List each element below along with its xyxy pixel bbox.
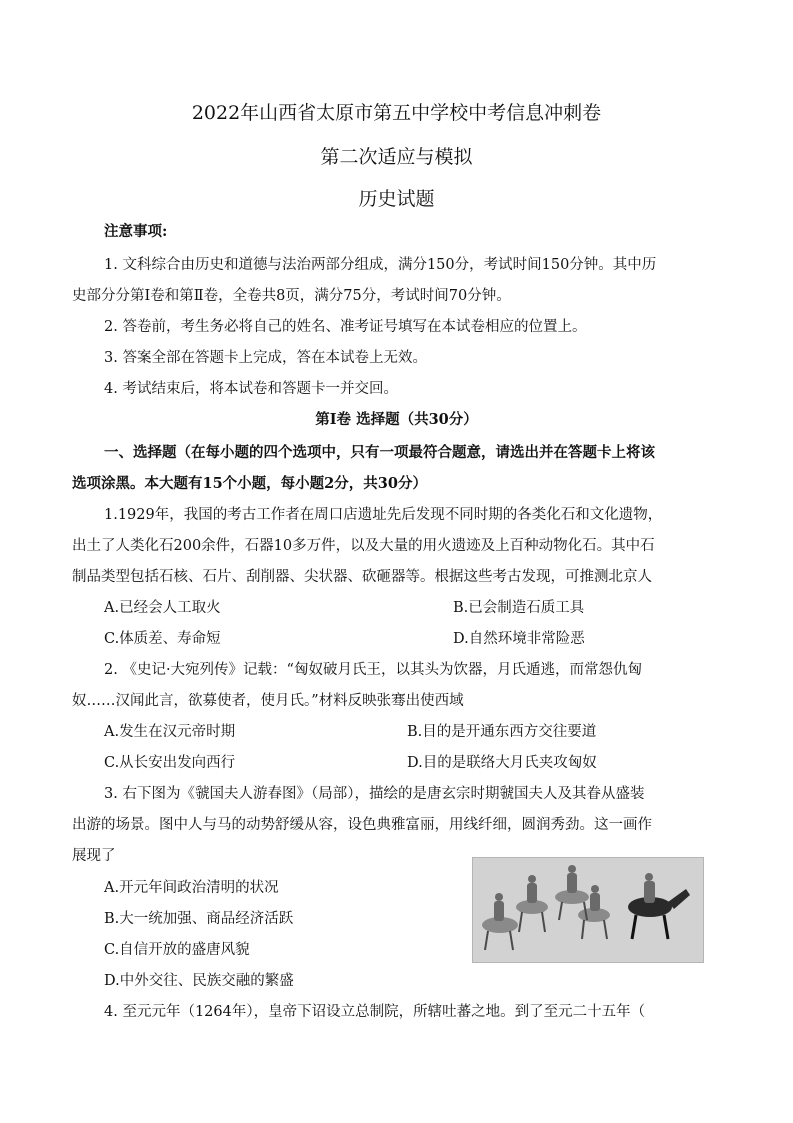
q3-stem-line-2: 出游的场景。图中人与马的动势舒缓从容，设色典雅富丽，用线纤细，圆润秀劲。这一画作 xyxy=(72,817,652,833)
q2-option-b: B.目的是开通东西方交往要道 xyxy=(407,724,597,740)
q3-option-c: C.自信开放的盛唐风貌 xyxy=(104,942,250,958)
q4-stem-line-1: 4. 至元元年（1264年），皇帝下诏设立总制院，所辖吐蕃之地。到了至元二十五年（ xyxy=(104,1004,646,1020)
exam-subtitle: 第二次适应与模拟 xyxy=(320,146,473,168)
painting-illustration xyxy=(472,857,704,963)
notice-item-2: 2. 答卷前，考生务必将自己的姓名、准考证号填写在本试卷相应的位置上。 xyxy=(104,319,587,335)
exam-subject: 历史试题 xyxy=(358,188,435,210)
q3-option-d: D.中外交往、民族交融的繁盛 xyxy=(104,973,294,989)
q3-option-a: A.开元年间政治清明的状况 xyxy=(104,880,279,896)
q1-stem-line-2: 出土了人类化石200余件，石器10多万件，以及大量的用火遗迹及上百种动物化石。其中石 xyxy=(72,538,655,554)
notice-heading: 注意事项: xyxy=(104,223,168,240)
section-instruction-line-1: 一、选择题（在每小题的四个选项中，只有一项最符合题意，请选出并在答题卡上将该 xyxy=(104,444,655,461)
q2-stem-line-2: 奴……汉闻此言，欲募使者，使月氏。”材料反映张骞出使西域 xyxy=(72,693,464,709)
notice-item-3: 3. 答案全部在答题卡上完成，答在本试卷上无效。 xyxy=(104,350,427,366)
q3-stem-line-3: 展现了 xyxy=(72,848,116,864)
q1-stem-line-3: 制品类型包括石核、石片、刮削器、尖状器、砍砸器等。根据这些考古发现，可推测北京人 xyxy=(72,569,652,585)
q1-option-b: B.已会制造石质工具 xyxy=(453,600,585,616)
notice-item-1-line-1: 1. 文科综合由历史和道德与法治两部分组成，满分150分，考试时间150分钟。其中历 xyxy=(104,257,657,273)
notice-item-1-line-2: 史部分分第Ⅰ卷和第Ⅱ卷，全卷共8页，满分75分，考试时间70分钟。 xyxy=(72,288,511,304)
q1-stem-line-1: 1.1929年，我国的考古工作者在周口店遗址先后发现不同时期的各类化石和文化遗物， xyxy=(104,507,663,523)
q3-option-b: B.大一统加强、商品经济活跃 xyxy=(104,911,294,927)
notice-item-4: 4. 考试结束后，将本试卷和答题卡一并交回。 xyxy=(104,381,398,397)
q1-option-a: A.已经会人工取火 xyxy=(104,600,221,616)
q1-option-c: C.体质差、寿命短 xyxy=(104,631,221,647)
q2-option-d: D.目的是联络大月氏夹攻匈奴 xyxy=(407,755,597,771)
section-instruction-line-2: 选项涂黑。本大题有15个小题，每小题2分，共30分） xyxy=(72,475,427,492)
exam-title: 2022年山西省太原市第五中学校中考信息冲刺卷 xyxy=(191,102,602,124)
horse-riders-drawing xyxy=(472,857,704,963)
section-title: 第Ⅰ卷 选择题（共30分） xyxy=(315,411,478,428)
q1-option-d: D.自然环境非常险恶 xyxy=(453,631,585,647)
q2-stem-line-1: 2. 《史记·大宛列传》记载：“匈奴破月氏王，以其头为饮器，月氏遁逃，而常怨仇匈 xyxy=(104,662,642,678)
q3-stem-line-1: 3. 右下图为《虢国夫人游春图》（局部），描绘的是唐玄宗时期虢国夫人及其眷从盛装 xyxy=(104,786,645,802)
q2-option-c: C.从长安出发向西行 xyxy=(104,755,236,771)
q2-option-a: A.发生在汉元帝时期 xyxy=(104,724,236,740)
